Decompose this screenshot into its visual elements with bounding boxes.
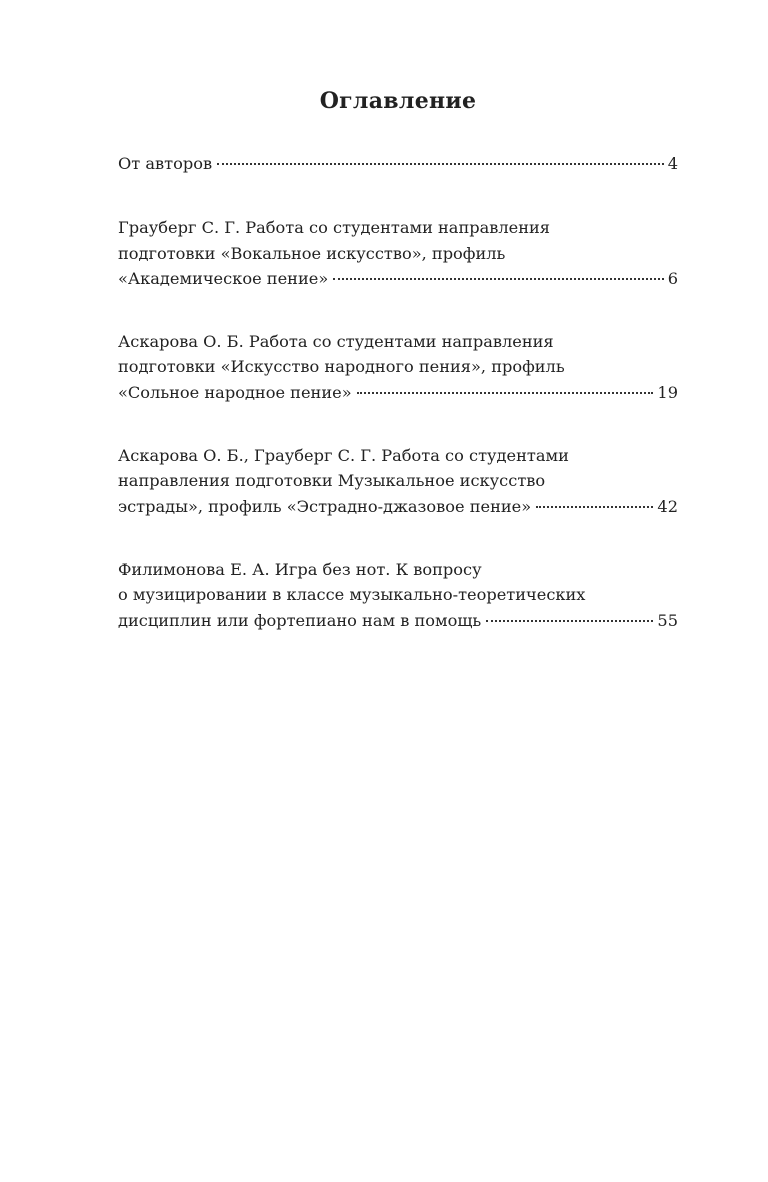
toc-entry[interactable] xyxy=(118,329,678,405)
toc-entry-line: Грауберг С. Г. Работа со студентами направления xyxy=(118,218,551,238)
toc-page-number: 4 xyxy=(667,154,678,173)
toc-entry-line: Филимонова Е. А. Игра без нот. К вопросу xyxy=(118,559,482,579)
toc-page-number: 19 xyxy=(657,382,678,402)
toc-entry-last-line xyxy=(118,151,678,176)
toc-entry-line: подготовки «Искусство народного пения», профиль xyxy=(118,357,565,377)
toc-entry-text: «Академическое пение» xyxy=(118,268,329,288)
toc-entry[interactable] xyxy=(118,557,678,633)
toc-title: Оглавление xyxy=(319,88,477,114)
toc-page-number: 42 xyxy=(657,496,678,516)
toc-entry-last-line xyxy=(118,608,678,633)
toc-entry[interactable] xyxy=(118,151,678,176)
toc-entry-line: направления подготовки Музыкальное искусство xyxy=(118,471,546,491)
dot-leader xyxy=(333,278,663,280)
dot-leader xyxy=(486,620,653,622)
toc-entry-last-line xyxy=(118,266,678,291)
toc-page-number: 6 xyxy=(667,268,678,288)
toc-entry-line: Аскарова О. Б. Работа со студентами направления xyxy=(118,332,554,352)
toc-entry-last-line xyxy=(118,380,678,405)
toc-entry-last-line xyxy=(118,494,678,519)
toc-entry-line: о музицировании в классе музыкально-теоретических xyxy=(118,585,586,605)
toc-entry-line: Аскарова О. Б., Грауберг С. Г. Работа со студентами xyxy=(118,446,569,466)
toc-entry-text: дисциплин или фортепиано нам в помощь xyxy=(118,610,482,630)
toc-entry-text: От авторов xyxy=(118,154,213,173)
dot-leader xyxy=(536,506,653,508)
dot-leader xyxy=(217,163,664,165)
toc-entry[interactable] xyxy=(118,443,678,519)
toc-entry-text: эстрады», профиль «Эстрадно-джазовое пение» xyxy=(118,496,532,516)
toc-entry-text: «Сольное народное пение» xyxy=(118,382,352,402)
toc-list xyxy=(118,151,678,671)
toc-page-number: 55 xyxy=(657,610,678,630)
dot-leader xyxy=(357,392,654,394)
toc-entry[interactable] xyxy=(118,215,678,291)
toc-entry-line: подготовки «Вокальное искусство», профиль xyxy=(118,243,506,263)
